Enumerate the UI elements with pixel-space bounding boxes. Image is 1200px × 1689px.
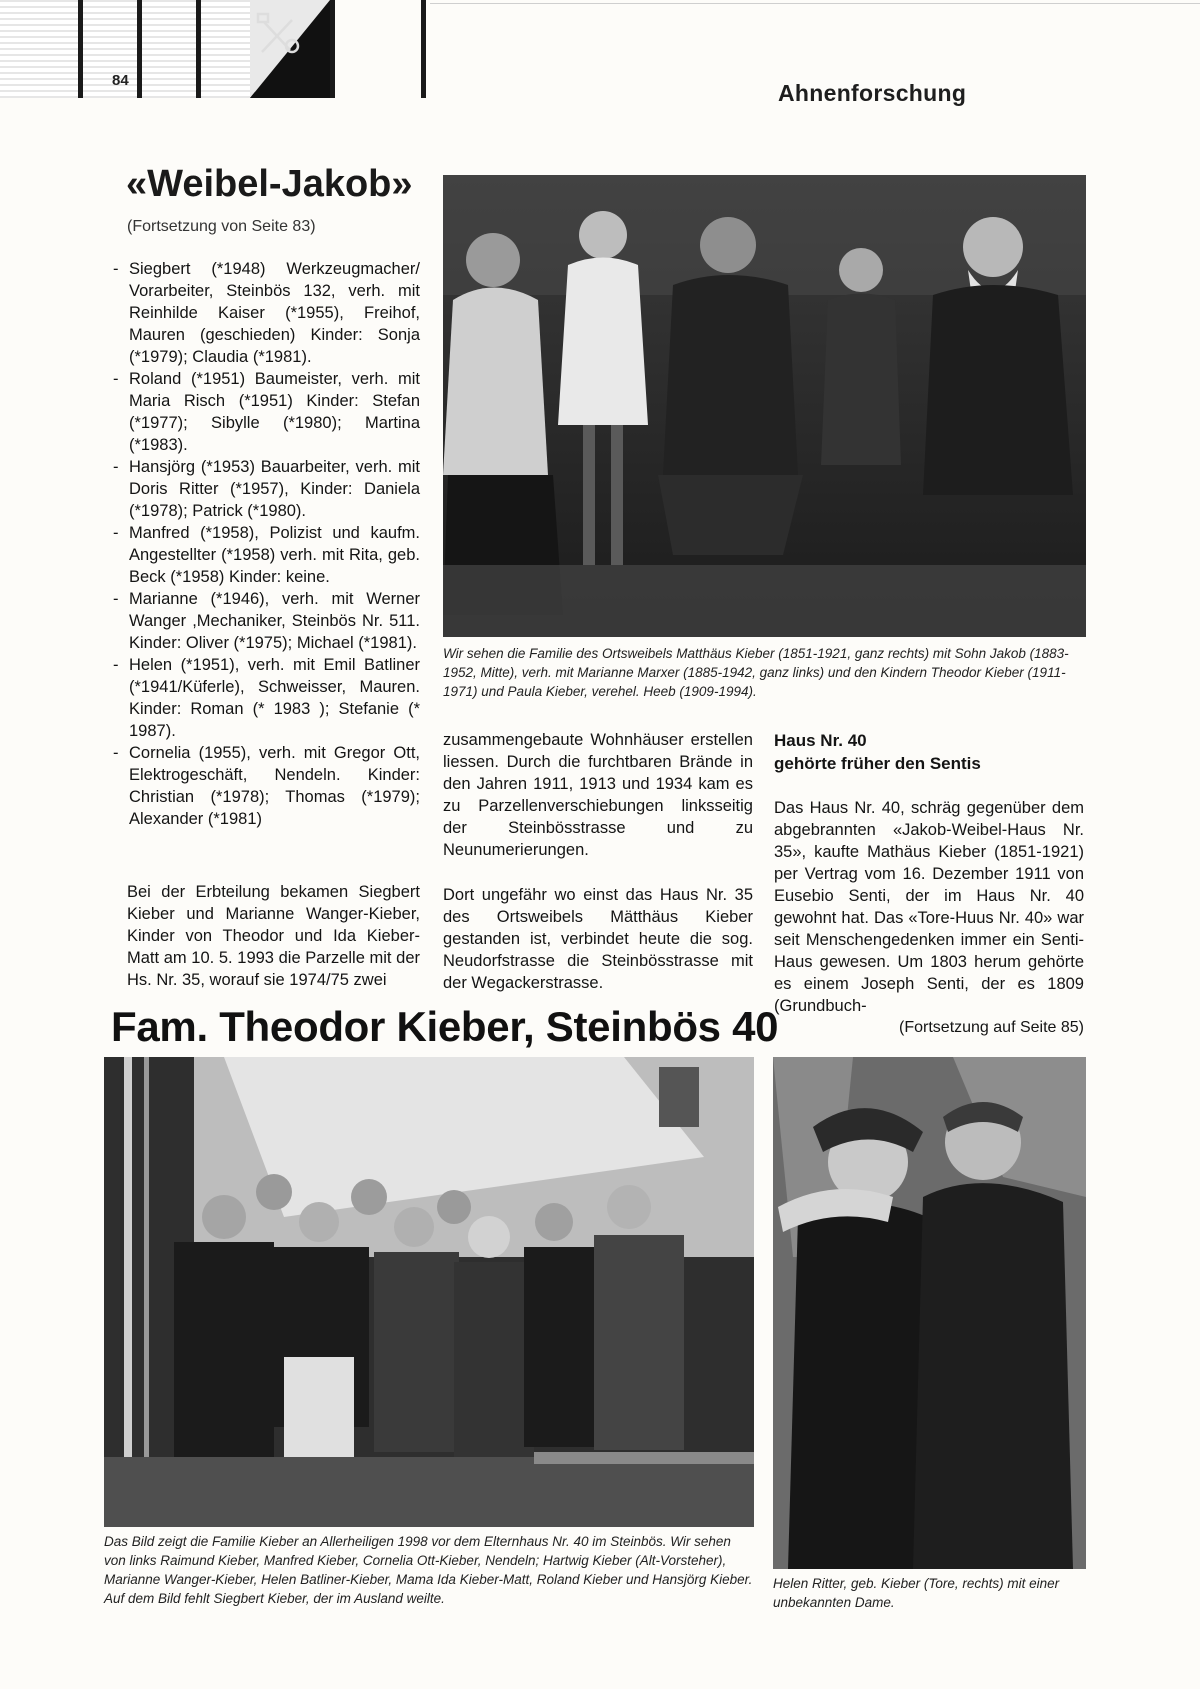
top-rule [430,3,1200,4]
continuation-note: (Fortsetzung auf Seite 85) [899,1019,1084,1036]
subheading-haus-40 [774,729,981,775]
list-item: - Manfred (*1958), Polizist und kaufm. Angestellter (*1958) verh. mit Rita, geb. Beck (*1958) Kinder: keine. [113,522,420,588]
paragraph-text: Das Haus Nr. 40, schräg gegenüber dem abgebrannten «Jakob-Weibel-Haus Nr. 35», kaufte Mathäus Kieber (1851-1921) per Vertrag vom 16. Dezember 1911 von Eusebio Senti, der im Haus Nr. 40 gewohnt hat. Das «Tore-Huus Nr. 40» war seit Menschengedenken immer ein Senti-Haus gewesen. Um 1803 herum gehörte es einem Joseph Senti, der es 1809 (Grundbuch- [774,799,1084,1015]
family-photo-1902 [443,175,1086,637]
list-item: - Cornelia (1955), verh. mit Gregor Ott, Elektrogeschäft, Nendeln. Kinder: Christian (*1978); Thomas (*1979); Alexander (*1981) [113,742,420,830]
paragraph-location [443,884,753,994]
photo-caption-1: Wir sehen die Familie des Ortsweibels Matthäus Kieber (1851-1921, ganz rechts) mit Sohn Jakob (1883-1952, Mitte), verh. mit Marianne Marxer (1885-1942, ganz links) und den Kindern Theodor Kieber (1911-1971) und Paula Kieber, verehel. Heeb (1909-1994). [443,646,1069,699]
subheading-line: gehörte früher den Sentis [774,754,981,773]
subheading-line: Haus Nr. 40 [774,731,867,750]
list-item: - Siegbert (*1948) Werkzeugmacher/ Vorarbeiter, Steinbös 132, verh. mit Reinhilde Kaiser (*1955), Freihof, Mauren (geschieden) Kinder: Sonja (*1979); Claudia (*1981). [113,258,420,368]
list-item: - Hansjörg (*1953) Bauarbeiter, verh. mit Doris Ritter (*1957), Kinder: Daniela (*1978); Patrick (*1980). [113,456,420,522]
header-rule [421,0,426,98]
paragraph-text: Dort ungefähr wo einst das Haus Nr. 35 des Ortsweibels Mätthäus Kieber gestanden ist, verbindet heute die sog. Neudorfstrasse die Steinbösstrasse mit der Wegackerstrasse. [443,886,753,992]
section-title: Ahnenforschung [778,80,967,106]
children-list [113,258,420,830]
photo-caption-2: Das Bild zeigt die Familie Kieber an Allerheiligen 1998 vor dem Elternhaus Nr. 40 im Steinbös. Wir sehen von links Raimund Kieber, Manfred Kieber, Cornelia Ott-Kieber, Nendeln; Hartwig Kieber (Alt-Vorsteher), Marianne Wanger-Kieber, Helen Batliner-Kieber, Mama Ida Kieber-Matt, Roland Kieber und Hansjörg Kieber. Auf dem Bild fehlt Siegbert Kieber, der im Ausland weilte. [104,1534,753,1606]
header-rule [78,0,83,98]
article-subtitle: (Fortsetzung von Seite 83) [127,218,316,235]
header-rule [196,0,201,98]
page-number: 84 [112,72,129,89]
list-item: - Roland (*1951) Baumeister, verh. mit Maria Risch (*1951) Kinder: Stefan (*1977); Sibylle (*1980); Martina (*1983). [113,368,420,456]
paragraph-reconstruction [443,729,753,861]
tools-icon [250,0,330,98]
paragraph-haus-history [774,797,1084,1017]
family-photo-1998 [104,1057,754,1527]
header-decoration [0,0,430,98]
section-heading-family: Fam. Theodor Kieber, Steinbös 40 [111,1003,779,1050]
article-title: «Weibel-Jakob» [126,163,413,205]
header-rule [330,0,335,98]
portrait-photo-two-women [773,1057,1086,1569]
list-item: - Marianne (*1946), verh. mit Werner Wanger ,Mechaniker, Steinbös Nr. 511. Kinder: Oliver (*1975); Michael (*1981). [113,588,420,654]
photo-caption-3: Helen Ritter, geb. Kieber (Tore, rechts) mit einer unbekannten Dame. [773,1576,1060,1610]
paragraph-text: Bei der Erbteilung bekamen Siegbert Kieber und Marianne Wanger-Kieber, Kinder von Theodor und Ida Kieber-Matt am 10. 5. 1993 die Parzelle mit der Hs. Nr. 35, worauf sie 1974/75 zwei [127,883,420,989]
header-rule [137,0,142,98]
paragraph-inheritance [127,881,420,991]
list-item: - Helen (*1951), verh. mit Emil Batliner (*1941/Küferle), Schweisser, Mauren. Kinder: Roman (* 1983 ); Stefanie (* 1987). [113,654,420,742]
paragraph-text: zusammengebaute Wohnhäuser erstellen liessen. Durch die furchtbaren Brände in den Jahren 1911, 1913 und 1934 kam es zu Parzellenverschiebungen linksseitig der Steinbösstrasse und zu Neunumerierungen. [443,731,753,859]
